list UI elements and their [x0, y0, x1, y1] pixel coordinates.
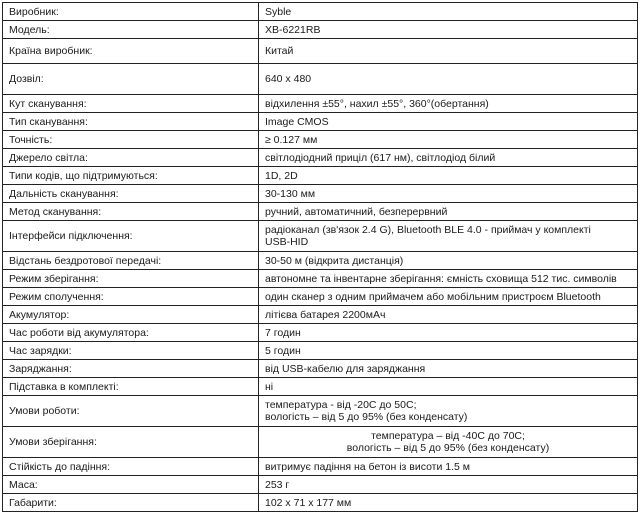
table-row — [3, 21, 638, 39]
spec-label: Точність: — [3, 131, 259, 149]
spec-label: Дозвіл: — [3, 64, 259, 95]
specifications-table-body — [3, 3, 638, 512]
table-row — [3, 3, 638, 21]
table-row — [3, 149, 638, 167]
spec-value: радіоканал (зв'язок 2.4 G), Bluetooth BLE 4.0 - приймач у комплекті USB-HID — [259, 221, 638, 252]
spec-label: Час зарядки: — [3, 342, 259, 360]
spec-value: ні — [259, 378, 638, 396]
spec-label: Кут сканування: — [3, 95, 259, 113]
spec-value: Image CMOS — [259, 113, 638, 131]
spec-value: один сканер з одним приймачем або мобільним пристроєм Bluetooth — [259, 288, 638, 306]
table-row — [3, 342, 638, 360]
table-row — [3, 64, 638, 95]
table-row — [3, 378, 638, 396]
spec-label: Виробник: — [3, 3, 259, 21]
table-row — [3, 185, 638, 203]
spec-label: Умови роботи: — [3, 396, 259, 427]
spec-value: автономне та інвентарне зберігання: ємність сховища 512 тис. символів — [259, 270, 638, 288]
table-row — [3, 396, 638, 427]
table-row — [3, 324, 638, 342]
spec-label: Метод сканування: — [3, 203, 259, 221]
table-row — [3, 221, 638, 252]
spec-label: Умови зберігання: — [3, 427, 259, 458]
spec-label: Країна виробник: — [3, 39, 259, 64]
spec-label: Маса: — [3, 476, 259, 494]
spec-value: Китай — [259, 39, 638, 64]
table-row — [3, 476, 638, 494]
spec-value: 30-130 мм — [259, 185, 638, 203]
spec-value: 5 годин — [259, 342, 638, 360]
table-row — [3, 494, 638, 512]
spec-value: 253 г — [259, 476, 638, 494]
spec-value: 102 х 71 х 177 мм — [259, 494, 638, 512]
spec-value: температура – від -40С до 70С; вологість – від 5 до 95% (без конденсату) — [259, 427, 638, 458]
table-row — [3, 203, 638, 221]
table-row — [3, 458, 638, 476]
table-row — [3, 288, 638, 306]
table-row — [3, 131, 638, 149]
spec-label: Дальність сканування: — [3, 185, 259, 203]
specifications-table — [2, 2, 638, 512]
spec-value: 640 x 480 — [259, 64, 638, 95]
spec-value: відхилення ±55°, нахил ±55°, 360°(обертання) — [259, 95, 638, 113]
spec-value: XB-6221RB — [259, 21, 638, 39]
spec-label: Інтерфейси підключення: — [3, 221, 259, 252]
spec-label: Габарити: — [3, 494, 259, 512]
spec-value: 1D, 2D — [259, 167, 638, 185]
spec-value: витримує падіння на бетон із висоти 1.5 м — [259, 458, 638, 476]
table-row — [3, 306, 638, 324]
spec-value: світлодіодний приціл (617 нм), світлодіод білий — [259, 149, 638, 167]
spec-label: Заряджання: — [3, 360, 259, 378]
table-row — [3, 270, 638, 288]
spec-value: від USB-кабелю для заряджання — [259, 360, 638, 378]
spec-label: Час роботи від акумулятора: — [3, 324, 259, 342]
spec-label: Режим зберігання: — [3, 270, 259, 288]
spec-value: 30-50 м (відкрита дистанція) — [259, 252, 638, 270]
spec-label: Режим сполучення: — [3, 288, 259, 306]
spec-value: літієва батарея 2200мАч — [259, 306, 638, 324]
spec-value: температура - від -20С до 50С; вологість – від 5 до 95% (без конденсату) — [259, 396, 638, 427]
spec-label: Підставка в комплекті: — [3, 378, 259, 396]
table-row — [3, 427, 638, 458]
spec-value: ручний, автоматичний, безперервний — [259, 203, 638, 221]
table-row — [3, 167, 638, 185]
spec-value: ≥ 0.127 мм — [259, 131, 638, 149]
table-row — [3, 252, 638, 270]
spec-label: Відстань бездротової передачі: — [3, 252, 259, 270]
table-row — [3, 360, 638, 378]
spec-value: Syble — [259, 3, 638, 21]
spec-label: Стійкість до падіння: — [3, 458, 259, 476]
spec-label: Модель: — [3, 21, 259, 39]
table-row — [3, 39, 638, 64]
spec-label: Тип сканування: — [3, 113, 259, 131]
table-row — [3, 95, 638, 113]
spec-value: 7 годин — [259, 324, 638, 342]
spec-label: Джерело світла: — [3, 149, 259, 167]
spec-label: Типи кодів, що підтримуються: — [3, 167, 259, 185]
spec-label: Акумулятор: — [3, 306, 259, 324]
table-row — [3, 113, 638, 131]
